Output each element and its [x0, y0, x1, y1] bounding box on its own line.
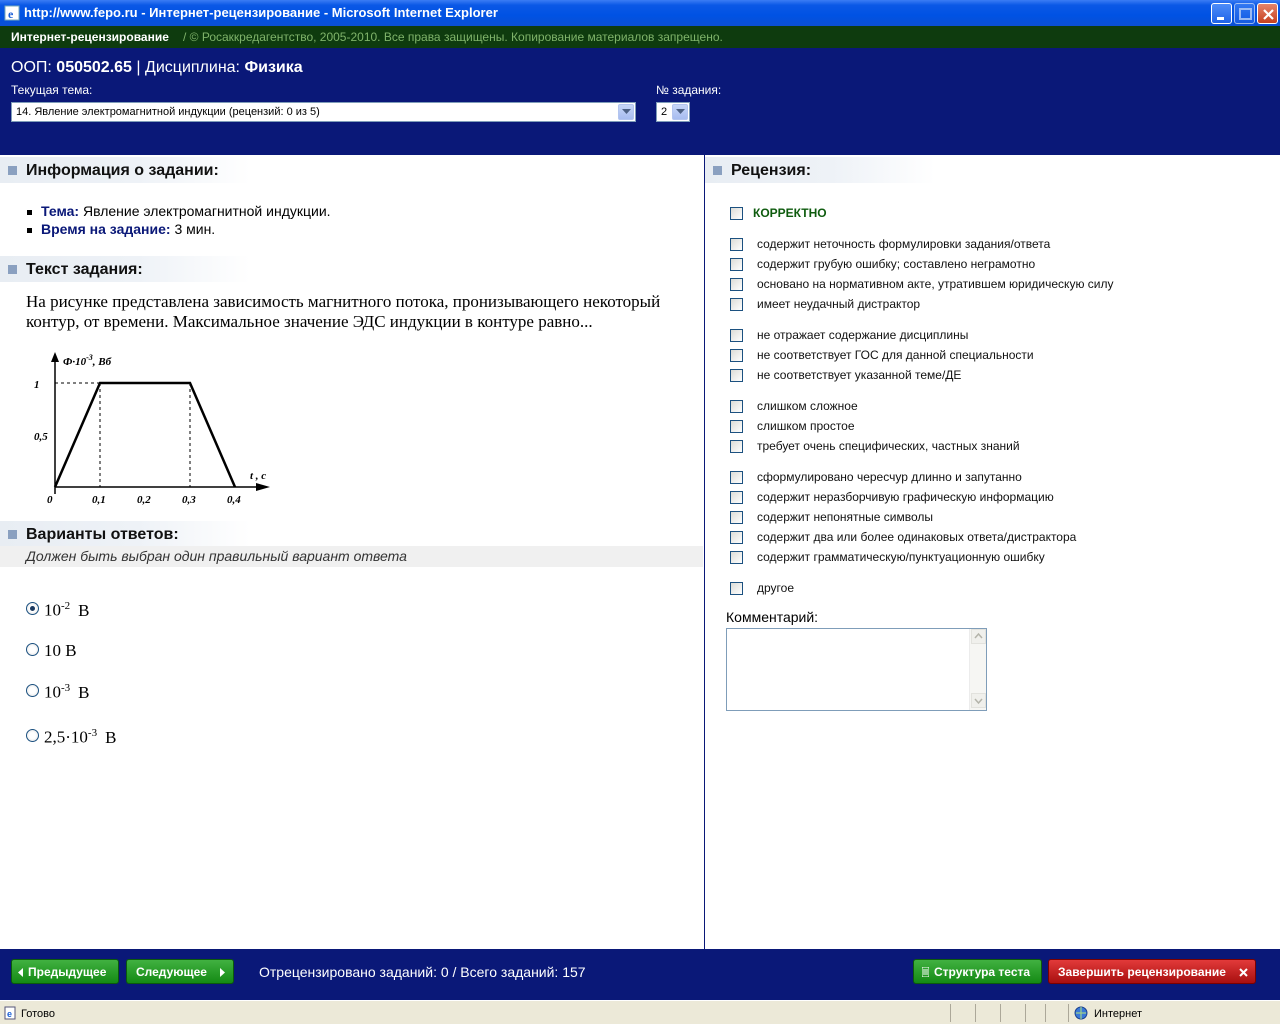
task-text: На рисунке представлена зависимость магнитного потока, пронизывающего некоторый контур, от времени. Максимальное значение ЭДС индукции в контуре равно...	[26, 292, 661, 331]
list-item	[26, 221, 331, 239]
review-checkbox-label: другое	[757, 581, 795, 595]
list-item	[26, 203, 331, 221]
svg-text:e: e	[7, 1009, 13, 1019]
bullet-square-icon	[8, 265, 17, 274]
review-checkbox-label: слишком простое	[757, 419, 855, 433]
task-number-select[interactable]	[656, 102, 690, 122]
review-checkbox-label: не соответствует указанной теме/ДЕ	[757, 368, 962, 382]
review-checkbox-label: основано на нормативном акте, утратившем юридическую силу	[757, 277, 1114, 291]
status-text: Готово	[21, 1008, 55, 1020]
correct-label: КОРРЕКТНО	[753, 206, 827, 220]
scroll-down-icon[interactable]	[971, 693, 986, 708]
site-brand: Интернет-рецензирование	[11, 30, 169, 44]
panel-divider	[704, 155, 705, 949]
minimize-button[interactable]	[1211, 3, 1232, 24]
task-number-value: 2	[661, 106, 668, 118]
review-count: Отрецензировано заданий: 0 / Всего заданий: 157	[259, 964, 586, 980]
arrow-right-icon	[220, 968, 226, 977]
info-key: Время на задание:	[41, 221, 171, 237]
previous-button[interactable]	[11, 959, 119, 984]
info-value: 3 мин.	[174, 221, 216, 237]
info-heading	[0, 157, 250, 183]
next-button[interactable]	[126, 959, 234, 984]
review-checkbox[interactable]	[730, 258, 743, 271]
status-divider	[1045, 1004, 1046, 1022]
answer-text: $10^{-2}$ В	[44, 600, 90, 620]
task-heading-text: Текст задания:	[26, 261, 143, 278]
separator: |	[136, 59, 141, 76]
review-checkbox[interactable]	[730, 278, 743, 291]
y-tick-label: 0,5	[34, 431, 48, 443]
discipline-value: Физика	[244, 59, 303, 76]
topic-select-value: 14. Явление электромагнитной индукции (рецензий: 0 из 5)	[16, 106, 320, 118]
discipline-label: Дисциплина:	[145, 59, 240, 76]
info-value: Явление электромагнитной индукции.	[82, 203, 331, 219]
y-axis-label: $Ф\cdot 10^{-3}$, Вб	[63, 353, 112, 368]
review-checkbox-label: содержит грубую ошибку; составлено неграмотно	[757, 257, 1036, 271]
finish-review-label: Завершить рецензирование	[1058, 965, 1226, 979]
review-heading-text: Рецензия:	[731, 162, 812, 179]
security-zone: Интернет	[1094, 1008, 1142, 1020]
next-label: Следующее	[136, 965, 207, 979]
comment-label: Комментарий:	[726, 609, 819, 625]
bullet-square-icon	[8, 166, 17, 175]
window-title-bar	[0, 0, 1280, 26]
comment-textarea[interactable]	[726, 628, 987, 711]
page-header	[0, 48, 1280, 155]
x-axis-arrow	[256, 483, 270, 491]
x-tick-label: 0,2	[137, 494, 151, 506]
answer-text: $10^{-3}$ В	[44, 682, 90, 702]
answer-text: $2,5\cdot 10^{-3}$ В	[44, 727, 117, 747]
status-divider	[950, 1004, 951, 1022]
review-checkbox-label: сформулировано чересчур длинно и запутанно	[757, 470, 1022, 484]
info-list	[26, 203, 331, 239]
answers-heading-text: Варианты ответов:	[26, 526, 179, 543]
arrow-left-icon	[18, 968, 24, 977]
x-tick-label: 0,3	[182, 494, 196, 506]
bullet-square-icon	[8, 530, 17, 539]
review-checkbox[interactable]	[730, 491, 743, 504]
review-checkbox-label: содержит грамматическую/пунктуационную ошибку	[757, 550, 1045, 564]
answer-radio[interactable]	[26, 602, 39, 615]
finish-review-button[interactable]	[1048, 959, 1256, 984]
ie-icon	[4, 5, 20, 21]
test-structure-label: Структура теста	[934, 965, 1031, 979]
close-window-button[interactable]	[1257, 3, 1278, 24]
x-tick-label: 0,4	[227, 494, 241, 506]
review-checkbox[interactable]	[730, 582, 743, 595]
list-icon	[922, 967, 929, 977]
footer-bar	[0, 949, 1280, 1000]
x-axis-label: t , c	[250, 470, 267, 482]
review-checkbox[interactable]	[730, 349, 743, 362]
answer-radio[interactable]	[26, 643, 39, 656]
answer-radio[interactable]	[26, 684, 39, 697]
status-divider	[1025, 1004, 1026, 1022]
page-icon	[4, 1006, 18, 1020]
status-divider	[1000, 1004, 1001, 1022]
topic-select[interactable]	[11, 102, 636, 122]
chevron-down-icon[interactable]	[672, 104, 688, 120]
review-checkbox[interactable]	[730, 471, 743, 484]
review-checkbox[interactable]	[730, 551, 743, 564]
review-checkbox[interactable]	[730, 440, 743, 453]
task-heading	[0, 256, 250, 282]
maximize-button[interactable]	[1234, 3, 1255, 24]
x-tick-label: 0	[47, 494, 53, 506]
y-tick-label: 1	[34, 379, 40, 391]
y-axis-arrow	[51, 352, 59, 362]
review-checkbox-label: имеет неудачный дистрактор	[757, 297, 921, 311]
chevron-down-icon[interactable]	[618, 104, 634, 120]
scroll-up-icon[interactable]	[971, 629, 986, 644]
program-info	[11, 59, 303, 77]
status-divider	[975, 1004, 976, 1022]
review-checkbox[interactable]	[730, 400, 743, 413]
review-checkbox[interactable]	[730, 420, 743, 433]
bullet-square-icon	[713, 166, 722, 175]
status-divider	[1068, 1004, 1069, 1022]
oop-label: ООП:	[11, 59, 52, 76]
flux-curve	[55, 383, 235, 487]
status-bar	[0, 1000, 1280, 1024]
review-checkbox[interactable]	[730, 511, 743, 524]
review-checkbox-label: содержит непонятные символы	[757, 510, 934, 524]
flux-time-graph	[28, 350, 278, 510]
copyright-text: / © Росаккредагентство, 2005-2010. Все права защищены. Копирование материалов запрещено.	[183, 30, 723, 44]
answer-text: 10 В	[44, 641, 77, 660]
review-checkbox-label: не соответствует ГОС для данной специальности	[757, 348, 1034, 362]
review-checkbox-label: слишком сложное	[757, 399, 858, 413]
answer-radio[interactable]	[26, 729, 39, 742]
previous-label: Предыдущее	[28, 965, 107, 979]
review-checkbox-label: содержит неразборчивую графическую информацию	[757, 490, 1054, 504]
answer-hint-text: Должен быть выбран один правильный вариант ответа	[26, 548, 407, 564]
review-heading	[705, 157, 935, 183]
review-checkbox[interactable]	[730, 298, 743, 311]
task-number-label: № задания:	[656, 83, 722, 97]
review-checkbox-label: содержит неточность формулировки задания/ответа	[757, 237, 1051, 251]
svg-text:e: e	[8, 7, 14, 21]
topic-label: Текущая тема:	[11, 83, 93, 97]
window-title: http://www.fepo.ru - Интернет-рецензирование - Microsoft Internet Explorer	[24, 5, 498, 20]
correct-checkbox[interactable]	[730, 207, 743, 220]
oop-value: 050502.65	[56, 59, 132, 76]
info-key: Тема:	[41, 203, 80, 219]
test-structure-button[interactable]	[913, 959, 1042, 984]
review-checkbox[interactable]	[730, 531, 743, 544]
scrollbar[interactable]	[969, 629, 986, 710]
review-checkbox[interactable]	[730, 238, 743, 251]
globe-icon	[1074, 1006, 1088, 1020]
review-checkbox-label: требует очень специфических, частных знаний	[757, 439, 1020, 453]
review-checkbox[interactable]	[730, 369, 743, 382]
close-icon	[1239, 968, 1248, 977]
review-checkbox[interactable]	[730, 329, 743, 342]
site-bar	[0, 26, 1280, 48]
review-checkbox-label: содержит два или более одинаковых ответа/дистрактора	[757, 530, 1077, 544]
review-checkbox-label: не отражает содержание дисциплины	[757, 328, 969, 342]
info-heading-text: Информация о задании:	[26, 162, 219, 179]
radio-dot	[30, 606, 35, 611]
x-tick-label: 0,1	[92, 494, 106, 506]
answer-hint	[0, 546, 703, 567]
answers-heading	[0, 521, 250, 547]
